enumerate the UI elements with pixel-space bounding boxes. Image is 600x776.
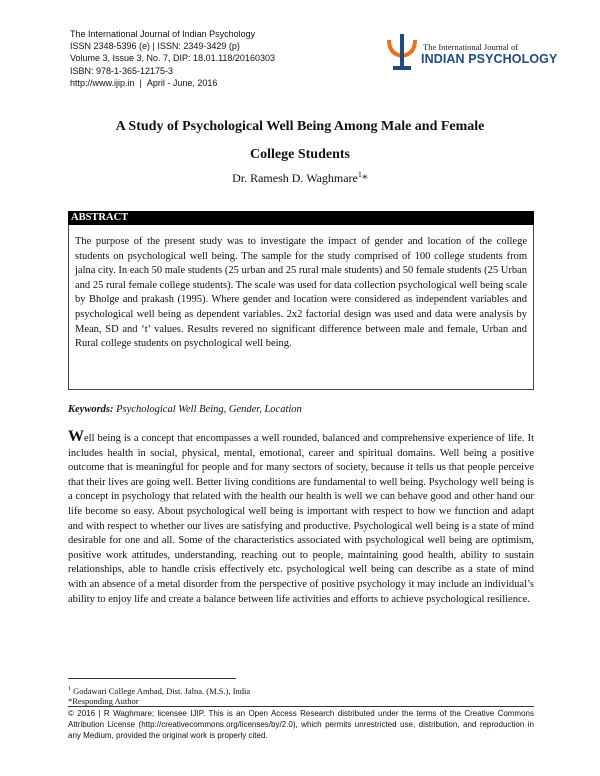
responding-author: *Responding Author bbox=[68, 696, 139, 707]
logo-caption: The International Journal of bbox=[423, 42, 519, 52]
journal-logo bbox=[385, 32, 558, 74]
footnote-rule bbox=[68, 678, 236, 679]
affiliation-text: Godawari College Ambad, Dist. Jalna. (M.S.), India bbox=[73, 685, 251, 696]
website-link[interactable]: http://www.ijip.in bbox=[70, 77, 135, 88]
abstract-heading: ABSTRACT bbox=[68, 211, 534, 225]
author-name: Dr. Ramesh D. Waghmare bbox=[232, 171, 358, 185]
body-paragraph bbox=[68, 428, 534, 607]
keywords-text: Psychological Well Being, Gender, Location bbox=[116, 404, 302, 415]
author-star: * bbox=[361, 171, 368, 185]
web-date-line: http://www.ijip.in | April - June, 2016 bbox=[70, 77, 218, 88]
footnote-affiliation bbox=[68, 684, 250, 696]
license-rule bbox=[68, 706, 534, 707]
volume-info: Volume 3, Issue 3, No. 7, DIP: 18.01.118/20160303 bbox=[70, 53, 275, 64]
logo-title: INDIAN PSYCHOLOGY bbox=[421, 52, 558, 66]
keywords-line bbox=[68, 404, 302, 415]
issue-date: April - June, 2016 bbox=[146, 77, 218, 88]
journal-header bbox=[70, 28, 370, 89]
title-line-2: College Students bbox=[250, 147, 350, 162]
abstract-box bbox=[68, 225, 534, 390]
author-line bbox=[60, 170, 540, 186]
body-text: ell being is a concept that encompasses a well rounded, balanced and comprehensive experience of life. It includes health in social, physical, mental, emotional, career and spiritual domains. Well being a positive outcome that is meaningful for people and for many sectors of society, because it tells us that people perceive that their lives are going well. Better living conditions are fundamental to well being. Psychology well being is a concept in psychology that related with the health our health is well we can behave good and other hand our life become so easy. About psychological well being is important with respect to how we function and adapt and with respect to whether our lives are satisfying and productive. Psychological well being is a state of mind desirable for one and all. Some of the characteristics associated with psychological well being are optimism, positive work attitudes, understanding, reaching out to people, maintaining good health, ability to sustain relationships, able to handle crisis effectively etc. psychological well being can describe as a state of mind with an absence of a metal disorder from the perspective of positive psychology it may include an individual’s ability to enjoy life and create a balance between life activities and efforts to achieve psychological resilience. bbox=[68, 433, 534, 605]
footnote-mark: 1 bbox=[68, 686, 71, 692]
license-text: © 2016 | R Waghmare; licensee IJIP. This is an Open Access Research distributed under the terms of the Creative Commons Attribution License (http://creativecommons.org/licenses/by/2.0), which permits unrestricted use, distribution, and reproduction in any Medium, provided the original work is properly cited. bbox=[68, 709, 534, 740]
author-affil-mark: 1 bbox=[357, 170, 362, 179]
abstract-text: The purpose of the present study was to investigate the impact of gender and location of the college students on psychological well being. The sample for the study comprised of 100 college students from jalna city. In each 50 male students (25 urban and 25 rural male students) and 50 female students (25 Urban and 25 rural female college students). The scale was used for data collection psychological well being scale by Bholge and prakash (1995). Where gender and location were considered as independent variables and psychological well being as dependent variables. 2x2 factorial design was used and data were analysis by Mean, SD and ‘t’ values. Results revered no significant difference between male and female, Urban and Rural college students on psychological well being. bbox=[75, 236, 527, 350]
drop-cap: W bbox=[68, 428, 84, 445]
issn: ISSN 2348-5396 (e) | ISSN: 2349-3429 (p) bbox=[70, 41, 240, 52]
isbn: ISBN: 978-1-365-12175-3 bbox=[70, 65, 174, 76]
journal-name: The International Journal of Indian Psychology bbox=[70, 29, 256, 39]
title-line-1: A Study of Psychological Well Being Among Male and Female bbox=[115, 119, 485, 134]
paper-title bbox=[60, 113, 540, 169]
footnotes bbox=[68, 684, 250, 707]
keywords-label: Keywords: bbox=[68, 404, 114, 415]
psi-logo-icon bbox=[385, 32, 419, 72]
